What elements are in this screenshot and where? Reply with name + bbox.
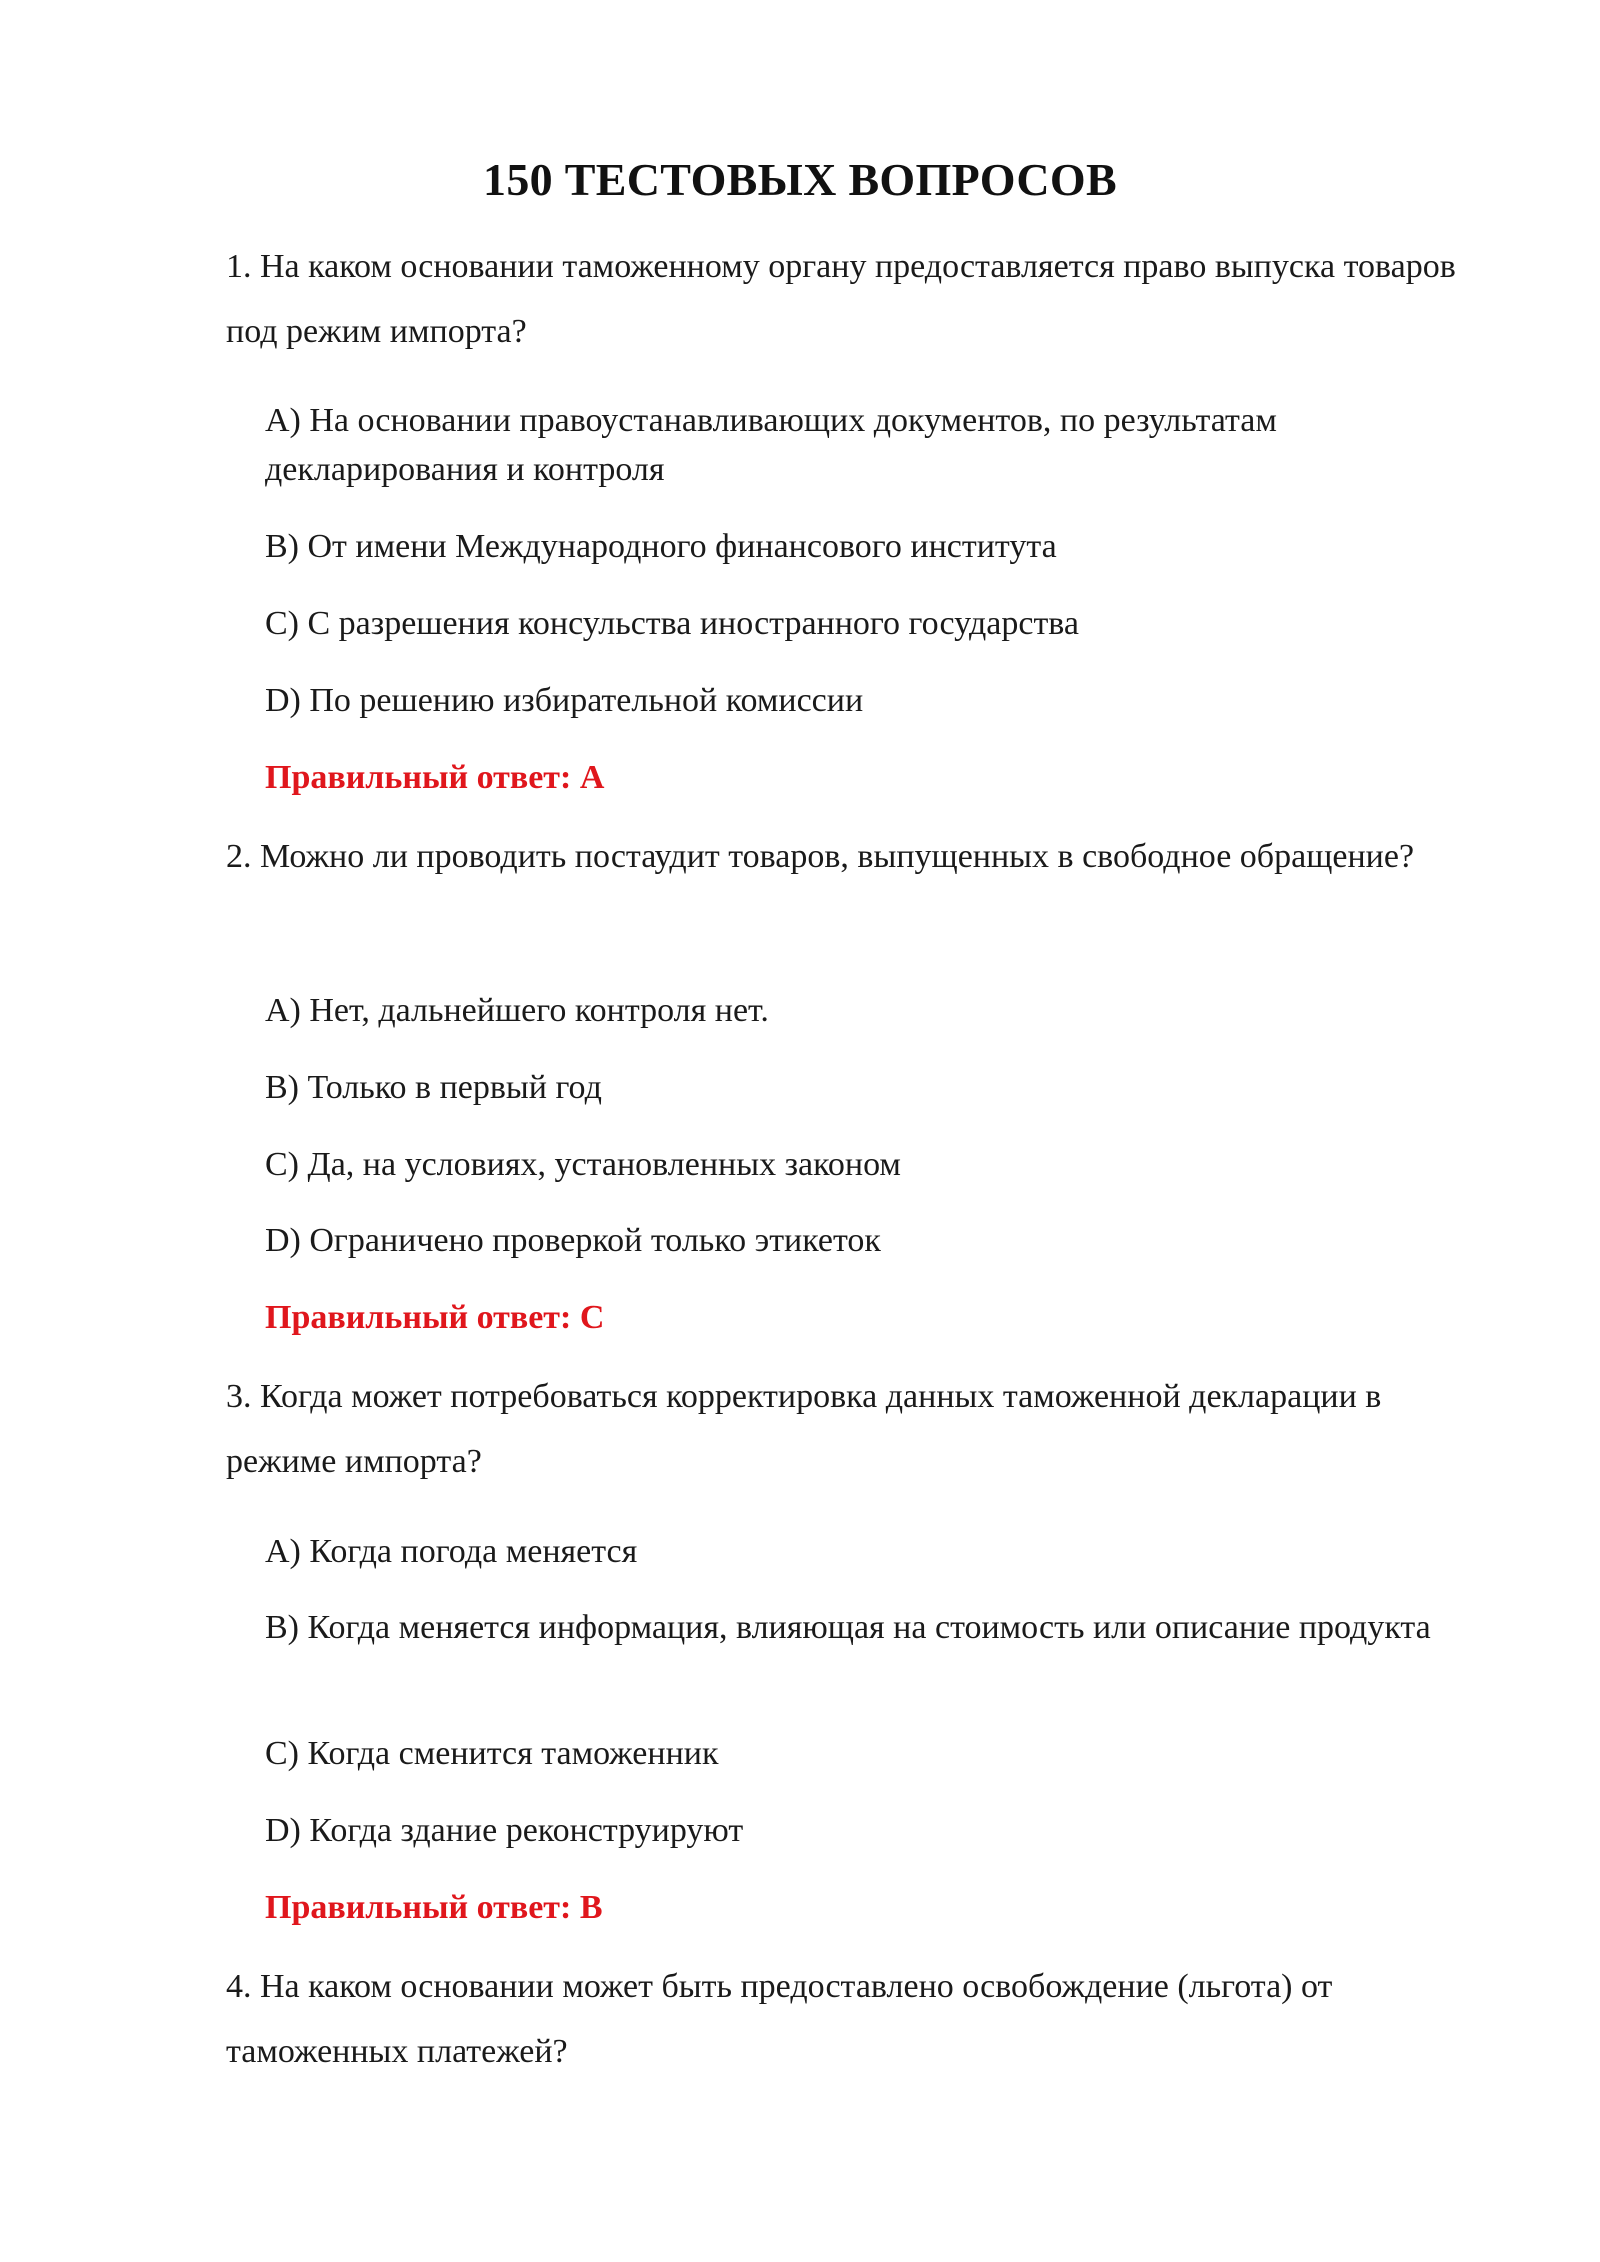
page-title: 150 ТЕСТОВЫХ ВОПРОСОВ (483, 154, 1117, 205)
question-4-text: 4. На каком основании может быть предоставлено освобождение (льгота) от таможенных платежей? (226, 1968, 1333, 2070)
question-2-option-c: C) Да, на условиях, установленных законом (265, 1146, 901, 1183)
question-2-option-a: A) Нет, дальнейшего контроля нет. (265, 992, 769, 1029)
question-2-text: 2. Можно ли проводить постаудит товаров, выпущенных в свободное обращение? (226, 838, 1415, 875)
question-3-option-b: B) Когда меняется информация, влияющая на стоимость или описание продукта (265, 1609, 1431, 1646)
question-3-answer: Правильный ответ: B (265, 1889, 603, 1926)
question-3-text: 3. Когда может потребоваться корректировка данных таможенной декларации в режиме импорта? (226, 1378, 1382, 1480)
question-1-option-b: B) От имени Международного финансового института (265, 528, 1057, 565)
question-3-option-a: A) Когда погода меняется (265, 1533, 638, 1570)
question-3-option-c: C) Когда сменится таможенник (265, 1735, 719, 1772)
question-2-answer: Правильный ответ: C (265, 1299, 605, 1336)
question-1-option-d: D) По решению избирательной комиссии (265, 682, 864, 719)
question-2-option-d: D) Ограничено проверкой только этикеток (265, 1222, 881, 1259)
question-3-option-d: D) Когда здание реконструируют (265, 1812, 744, 1849)
question-1-answer: Правильный ответ: A (265, 759, 605, 796)
question-1-option-c: C) С разрешения консульства иностранного государства (265, 605, 1080, 642)
question-1-option-a: A) На основании правоустанавливающих документов, по результатам декларирования и контроля (265, 402, 1277, 488)
question-1-text: 1. На каком основании таможенному органу предоставляется право выпуска товаров под режим импорта? (226, 248, 1456, 350)
question-2-option-b: B) Только в первый год (265, 1069, 602, 1106)
